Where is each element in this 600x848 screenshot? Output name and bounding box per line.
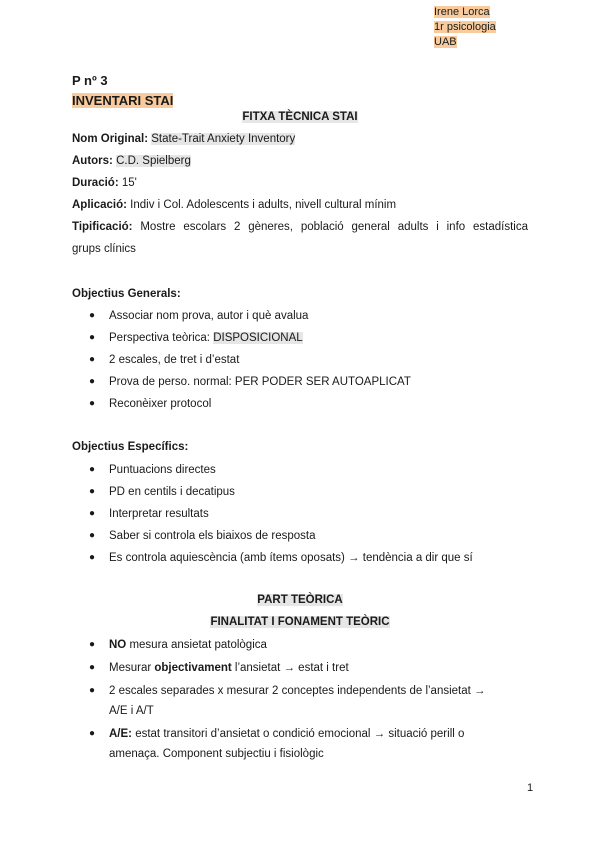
author-header — [434, 5, 496, 50]
bullet-icon: ● — [89, 310, 96, 321]
list-item: ● PD en centils i decatipus — [89, 486, 235, 498]
field-nom-original — [72, 133, 528, 145]
list-item: ● Perspectiva teòrica: DISPOSICIONAL — [89, 332, 303, 344]
bullet-icon: ● — [89, 530, 96, 541]
practice-number: P nº 3 — [72, 73, 108, 88]
part-teorica-list — [72, 635, 492, 767]
bullet-icon: ● — [89, 685, 96, 696]
list-item: ● 2 escales, de tret i d’estat — [89, 354, 240, 366]
bullet-icon: ● — [89, 486, 96, 497]
bullet-icon: ● — [89, 662, 96, 673]
tipificacio-label: Tipificació: — [72, 221, 133, 233]
bullet-icon: ● — [89, 332, 96, 343]
list-item: ● Puntuacions directes — [89, 464, 216, 476]
list-item: ● Associar nom prova, autor i què avalua — [89, 310, 309, 322]
aplicacio-value: Indiv i Col. Adolescents i adults, nivell cultural mínim — [130, 199, 397, 211]
aplicacio-label: Aplicació: — [72, 199, 127, 211]
bullet-icon: ● — [89, 728, 96, 739]
bullet-icon: ● — [89, 376, 96, 387]
objectius-generals-title: Objectius Generals: — [72, 288, 181, 300]
author-course: 1r psicologia — [434, 21, 496, 33]
document-title: INVENTARI STAI — [72, 93, 174, 108]
list-item: ● 2 escales separades x mesurar 2 conceptes independents de l’ansietat → A/E i A/T — [72, 681, 492, 721]
list-item: ● Reconèixer protocol — [89, 398, 212, 410]
list-item: ● Saber si controla els biaixos de resposta — [89, 530, 316, 542]
bullet-icon: ● — [89, 354, 96, 365]
list-item: ● Mesurar objectivament l’ansietat → estat i tret — [72, 658, 492, 678]
bullet-icon: ● — [89, 639, 96, 650]
nom-label: Nom Original: — [72, 133, 149, 145]
bullet-icon: ● — [89, 464, 96, 475]
list-item: ● NO mesura ansietat patològica — [72, 635, 492, 655]
field-duracio — [72, 177, 528, 189]
field-autors — [72, 155, 528, 167]
author-university: UAB — [434, 36, 457, 48]
disposicional-highlight: DISPOSICIONAL — [213, 332, 303, 344]
fitxa-tecnica-heading: FITXA TÈCNICA STAI — [242, 111, 358, 123]
list-item: ● Prova de perso. normal: PER PODER SER AUTOAPLICAT — [89, 376, 411, 388]
list-item: ● Interpretar resultats — [89, 508, 209, 520]
tipificacio-continuation: grups clínics — [72, 243, 136, 255]
bullet-icon: ● — [89, 508, 96, 519]
author-name: Irene Lorca — [434, 6, 490, 18]
bullet-icon: ● — [89, 552, 96, 563]
field-aplicacio — [72, 199, 528, 211]
objectius-especifics-list — [72, 463, 512, 573]
part-teorica-heading: PART TEÒRICA — [257, 594, 343, 606]
autors-label: Autors: — [72, 155, 113, 167]
bullet-icon: ● — [89, 398, 96, 409]
objectius-generals-list — [72, 309, 512, 419]
list-item: ● Es controla aquiescència (amb ítems oposats) → tendència a dir que sí — [89, 552, 473, 564]
finalitat-heading: FINALITAT I FONAMENT TEÒRIC — [210, 616, 390, 628]
duracio-value: 15' — [121, 177, 137, 189]
field-tipificacio — [72, 221, 528, 233]
objectius-especifics-title: Objectius Específics: — [72, 441, 189, 453]
tipificacio-value: Mostre escolars 2 gèneres, població general adults i info estadística — [140, 221, 528, 233]
list-item: ● A/E: estat transitori d’ansietat o condició emocional → situació perill o amenaça. Component subjectiu i fisiològic — [72, 724, 492, 764]
nom-value: State-Trait Anxiety Inventory — [151, 133, 296, 145]
duracio-label: Duració: — [72, 177, 119, 189]
page-number: 1 — [527, 782, 534, 794]
autors-value: C.D. Spielberg — [116, 155, 191, 167]
